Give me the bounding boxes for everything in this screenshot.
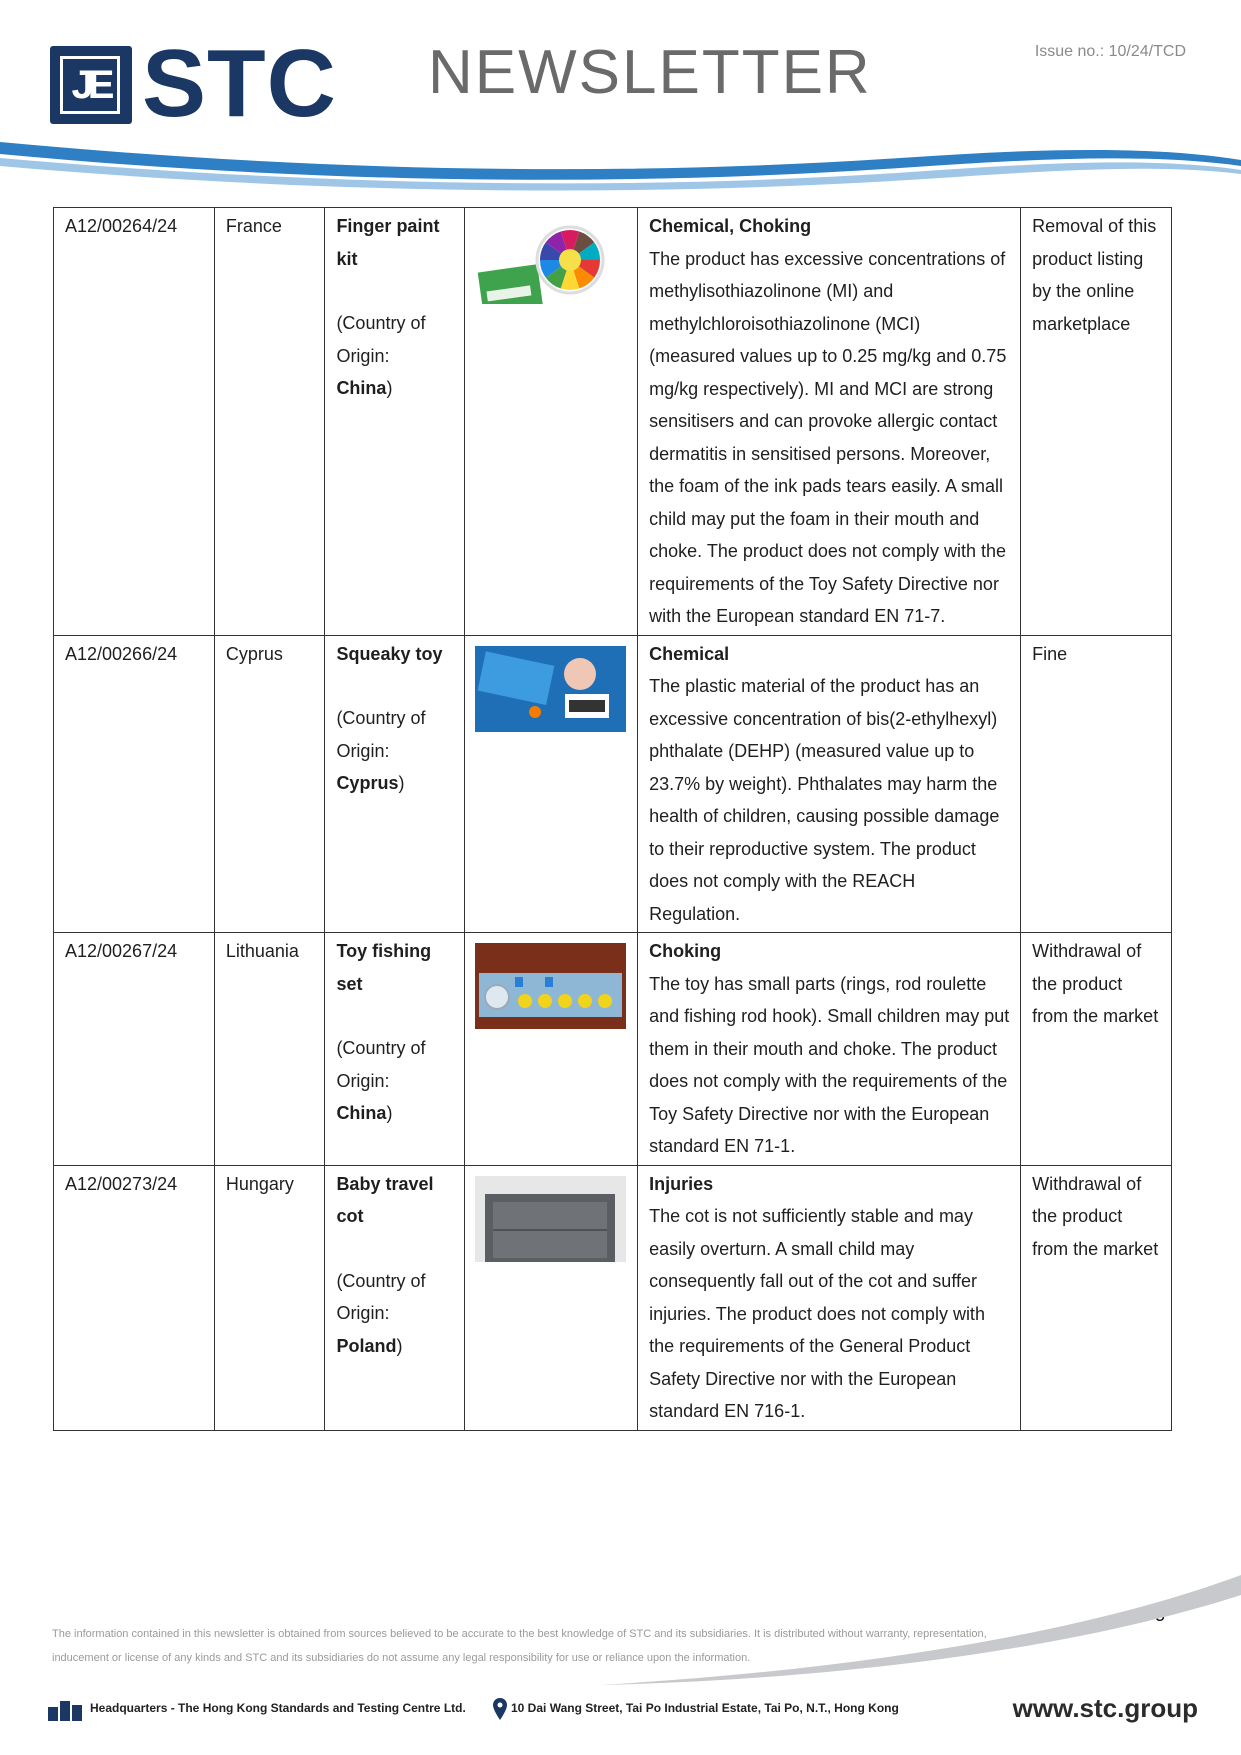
- reference-cell: [54, 933, 215, 1166]
- address-text: 10 Dai Wang Street, Tai Po Industrial Estate, Tai Po, N.T., Hong Kong: [511, 1701, 899, 1715]
- notifying-country: Cyprus: [225, 643, 283, 664]
- notifying-country: Hungary: [225, 1173, 294, 1194]
- toy-fishing-set-photo: [475, 943, 626, 1029]
- origin-label: (Country of Origin:: [336, 313, 426, 366]
- product-name: Baby travel cot: [336, 1173, 434, 1226]
- origin-label: (Country of Origin:: [336, 1270, 426, 1323]
- stc-logo-mark: [50, 46, 132, 124]
- product-name: Finger paint kit: [336, 216, 440, 269]
- measures-cell: [1021, 208, 1172, 636]
- website-link[interactable]: www.stc.group: [1012, 1693, 1198, 1723]
- squeaky-toy-photo: [475, 646, 626, 732]
- headquarters-text: Headquarters - The Hong Kong Standards and Testing Centre Ltd.: [90, 1701, 466, 1715]
- origin-close-paren: ): [386, 1103, 393, 1123]
- notifying-country: Lithuania: [225, 941, 299, 961]
- reference-number: A12/00267/24: [65, 941, 178, 961]
- table-row: [54, 208, 1172, 636]
- issue-number: Issue no.: 10/24/TCD: [1034, 43, 1186, 60]
- table-row: [54, 1165, 1172, 1430]
- product-cell: [325, 1165, 465, 1430]
- product-image-cell: [465, 208, 638, 636]
- product-image-cell: [465, 933, 638, 1166]
- building-icon: [48, 1699, 84, 1721]
- page-header: [0, 0, 1241, 205]
- country-cell: [214, 208, 325, 636]
- country-cell: [214, 1165, 325, 1430]
- risk-description: The plastic material of the product has an excessive concentration of bis(2-ethylhexyl) phthalate (DEHP) (measured value up to 23.7% by weight). Phthalates may harm the health of children, causing possible damage to their reproductive system. The product does not comply with the REACH Regulation.: [649, 676, 1000, 924]
- risk-type: Chemical: [649, 643, 730, 664]
- recall-table: [53, 207, 1172, 1431]
- stc-logo: [50, 30, 355, 137]
- finger-paint-kit-photo: [475, 218, 626, 304]
- country-cell: [214, 933, 325, 1166]
- measures-taken: Withdrawal of the product from the market: [1032, 941, 1159, 1026]
- origin-country: China: [336, 1103, 387, 1123]
- disclaimer: The information contained in this newsletter is obtained from sources believed to be accurate to the best knowledge of STC and its subsidiaries. It is distributed without warranty, representation, inducement or license of any kinds and STC and its subsidiaries do not assume any legal responsibility for use or reliance upon the information.: [52, 1628, 987, 1664]
- logo-mark-glyph: JE: [60, 56, 120, 114]
- notifying-country: France: [225, 216, 282, 236]
- header-swoosh: [0, 130, 1241, 205]
- product-name: Toy fishing set: [336, 941, 432, 994]
- reference-cell: [54, 208, 215, 636]
- product-name: Squeaky toy: [336, 643, 443, 664]
- risk-description: The cot is not sufficiently stable and may easily overturn. A small child may consequently fall out of the cot and suffer injuries. The product does not comply with the requirements of the General Product Safety Directive nor with the European standard EN 716-1.: [649, 1206, 985, 1421]
- risk-cell: [638, 635, 1021, 933]
- risk-cell: [638, 1165, 1021, 1430]
- measures-taken: Withdrawal of the product from the market: [1032, 1173, 1159, 1259]
- product-cell: [325, 933, 465, 1166]
- risk-type: Injuries: [649, 1173, 714, 1194]
- table-row: [54, 933, 1172, 1166]
- location-pin-icon: [493, 1698, 507, 1720]
- origin-country: Cyprus: [336, 773, 399, 793]
- measures-taken: Removal of this product listing by the online marketplace: [1032, 216, 1157, 334]
- country-cell: [214, 635, 325, 933]
- table-row: [54, 635, 1172, 933]
- origin-close-paren: ): [396, 1335, 403, 1356]
- baby-travel-cot-photo: [475, 1176, 626, 1262]
- origin-close-paren: ): [398, 773, 405, 793]
- risk-description: The product has excessive concentrations of methylisothiazolinone (MI) and methylchloroisothiazolinone (MCI) (measured values up to 0.25 mg/kg and 0.75 mg/kg respectively). MI and MCI are strong sensitisers and can provoke allergic contact dermatitis in sensitised persons. Moreover, the foam of the ink pads tears easily. A small child may put the foam in their mouth and choke. The product does not comply with the requirements of the Toy Safety Directive nor with the European standard EN 71-7.: [649, 248, 1007, 626]
- product-cell: [325, 208, 465, 636]
- origin-country: Poland: [336, 1335, 397, 1356]
- measures-taken: Fine: [1032, 643, 1068, 664]
- product-cell: [325, 635, 465, 933]
- origin-close-paren: ): [386, 378, 393, 398]
- product-image-cell: [465, 1165, 638, 1430]
- risk-type: Choking: [649, 941, 722, 961]
- origin-country: China: [336, 378, 387, 398]
- newsletter-title: NEWSLETTER: [428, 38, 872, 107]
- footer-bar: [48, 1693, 1198, 1727]
- reference-cell: [54, 1165, 215, 1430]
- risk-type: Chemical, Choking: [649, 216, 812, 236]
- measures-cell: [1021, 635, 1172, 933]
- reference-number: A12/00273/24: [65, 1173, 178, 1194]
- measures-cell: [1021, 933, 1172, 1166]
- risk-cell: [638, 933, 1021, 1166]
- risk-description: The toy has small parts (rings, rod roulette and fishing rod hook). Small children may put them in their mouth and choke. The product does not comply with the requirements of the Toy Safety Directive nor with the European standard EN 71-1.: [649, 973, 1010, 1156]
- reference-number: A12/00266/24: [65, 643, 178, 664]
- risk-cell: [638, 208, 1021, 636]
- measures-cell: [1021, 1165, 1172, 1430]
- reference-cell: [54, 635, 215, 933]
- product-image-cell: [465, 635, 638, 933]
- reference-number: A12/00264/24: [65, 216, 178, 236]
- origin-label: (Country of Origin:: [336, 1038, 426, 1091]
- origin-label: (Country of Origin:: [336, 708, 426, 761]
- logo-wordmark: STC: [142, 30, 337, 137]
